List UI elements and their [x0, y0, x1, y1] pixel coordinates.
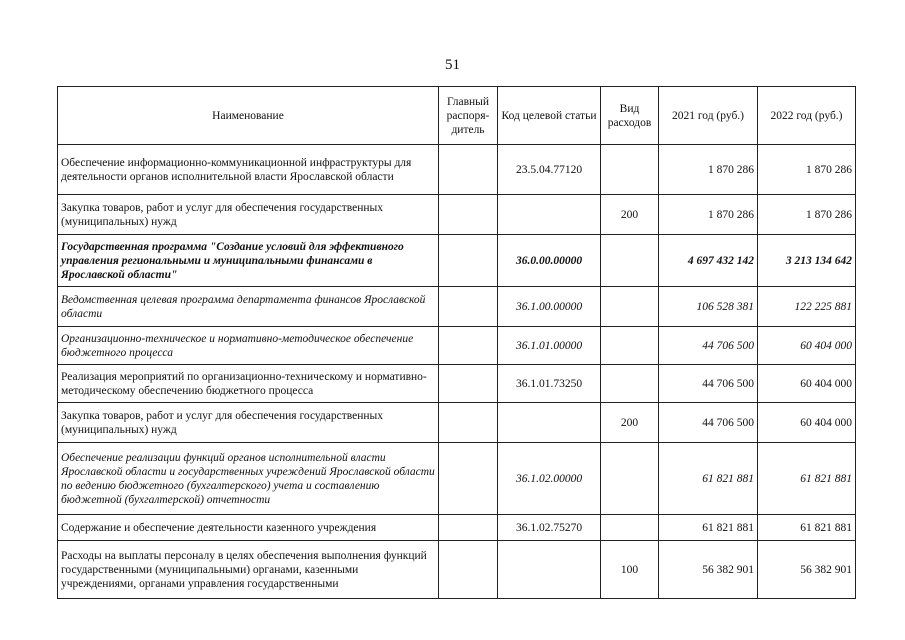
- row-amount-2022: 60 404 000: [758, 327, 856, 365]
- table-row: [58, 443, 856, 515]
- row-amount-2022: 56 382 901: [758, 541, 856, 599]
- row-name: Государственная программа "Создание условий для эффективного управления региональными и муниципальными финансами в Ярославской области": [58, 235, 439, 287]
- row-main-manager: [439, 365, 498, 403]
- row-main-manager: [439, 403, 498, 443]
- row-expense-type: [601, 235, 659, 287]
- row-main-manager: [439, 195, 498, 235]
- row-amount-2021: 44 706 500: [659, 327, 758, 365]
- row-main-manager: [439, 515, 498, 541]
- table-body: [58, 145, 856, 599]
- page-number: 51: [445, 57, 460, 73]
- header-2022: 2022 год (руб.): [758, 87, 856, 145]
- row-amount-2021: 44 706 500: [659, 365, 758, 403]
- row-name: Обеспечение информационно-коммуникационной инфраструктуры для деятельности органов исполнительной власти Ярославской области: [58, 145, 439, 195]
- row-target-code: [498, 403, 601, 443]
- row-amount-2021: 1 870 286: [659, 145, 758, 195]
- table-row: [58, 515, 856, 541]
- row-name: Закупка товаров, работ и услуг для обеспечения государственных (муниципальных) нужд: [58, 403, 439, 443]
- row-name: Реализация мероприятий по организационно-техническому и нормативно-методическому обеспечению бюджетного процесса: [58, 365, 439, 403]
- row-target-code: [498, 541, 601, 599]
- row-expense-type: [601, 145, 659, 195]
- header-2021: 2021 год (руб.): [659, 87, 758, 145]
- row-main-manager: [439, 443, 498, 515]
- row-target-code: 36.1.02.75270: [498, 515, 601, 541]
- row-amount-2022: 1 870 286: [758, 195, 856, 235]
- row-expense-type: [601, 365, 659, 403]
- row-target-code: 36.1.01.00000: [498, 327, 601, 365]
- row-amount-2022: 61 821 881: [758, 515, 856, 541]
- row-amount-2021: 106 528 381: [659, 287, 758, 327]
- row-amount-2021: 44 706 500: [659, 403, 758, 443]
- row-expense-type: [601, 443, 659, 515]
- row-amount-2022: 3 213 134 642: [758, 235, 856, 287]
- row-target-code: 36.1.02.00000: [498, 443, 601, 515]
- row-name: Содержание и обеспечение деятельности казенного учреждения: [58, 515, 439, 541]
- row-main-manager: [439, 145, 498, 195]
- row-amount-2022: 60 404 000: [758, 403, 856, 443]
- row-amount-2022: 122 225 881: [758, 287, 856, 327]
- row-main-manager: [439, 327, 498, 365]
- row-target-code: 23.5.04.77120: [498, 145, 601, 195]
- row-name: Организационно-техническое и нормативно-методическое обеспечение бюджетного процесса: [58, 327, 439, 365]
- row-amount-2022: 61 821 881: [758, 443, 856, 515]
- row-target-code: 36.1.01.73250: [498, 365, 601, 403]
- row-target-code: [498, 195, 601, 235]
- header-target-code: Код целевой статьи: [498, 87, 601, 145]
- header-name: Наименование: [58, 87, 439, 145]
- header-expense-type: Вид расходов: [601, 87, 659, 145]
- row-main-manager: [439, 541, 498, 599]
- table-row: [58, 145, 856, 195]
- row-target-code: 36.1.00.00000: [498, 287, 601, 327]
- row-amount-2022: 60 404 000: [758, 365, 856, 403]
- row-expense-type: 200: [601, 403, 659, 443]
- row-amount-2022: 1 870 286: [758, 145, 856, 195]
- row-name: Ведомственная целевая программа департамента финансов Ярославской области: [58, 287, 439, 327]
- table-header-row: [58, 87, 856, 145]
- budget-table: [57, 86, 856, 599]
- table-row: [58, 287, 856, 327]
- table-row: [58, 327, 856, 365]
- table-row: [58, 365, 856, 403]
- row-amount-2021: 61 821 881: [659, 515, 758, 541]
- table-row: [58, 195, 856, 235]
- table-row: [58, 235, 856, 287]
- row-amount-2021: 56 382 901: [659, 541, 758, 599]
- row-amount-2021: 1 870 286: [659, 195, 758, 235]
- header-main-manager: Главный распоря-дитель: [439, 87, 498, 145]
- row-expense-type: [601, 515, 659, 541]
- row-target-code: 36.0.00.00000: [498, 235, 601, 287]
- table-row: [58, 403, 856, 443]
- row-amount-2021: 61 821 881: [659, 443, 758, 515]
- row-expense-type: 200: [601, 195, 659, 235]
- row-main-manager: [439, 287, 498, 327]
- row-expense-type: 100: [601, 541, 659, 599]
- row-name: Обеспечение реализации функций органов исполнительной власти Ярославской области и государственных учреждений Ярославской области по ведению бюджетного (бухгалтерского) учета и составлению бюджетной (бухгалтерской) отчетности: [58, 443, 439, 515]
- row-name: Расходы на выплаты персоналу в целях обеспечения выполнения функций государственными (муниципальными) органами, казенными учреждениями, органами управления государственными: [58, 541, 439, 599]
- table-row: [58, 541, 856, 599]
- row-amount-2021: 4 697 432 142: [659, 235, 758, 287]
- row-main-manager: [439, 235, 498, 287]
- row-expense-type: [601, 287, 659, 327]
- row-expense-type: [601, 327, 659, 365]
- row-name: Закупка товаров, работ и услуг для обеспечения государственных (муниципальных) нужд: [58, 195, 439, 235]
